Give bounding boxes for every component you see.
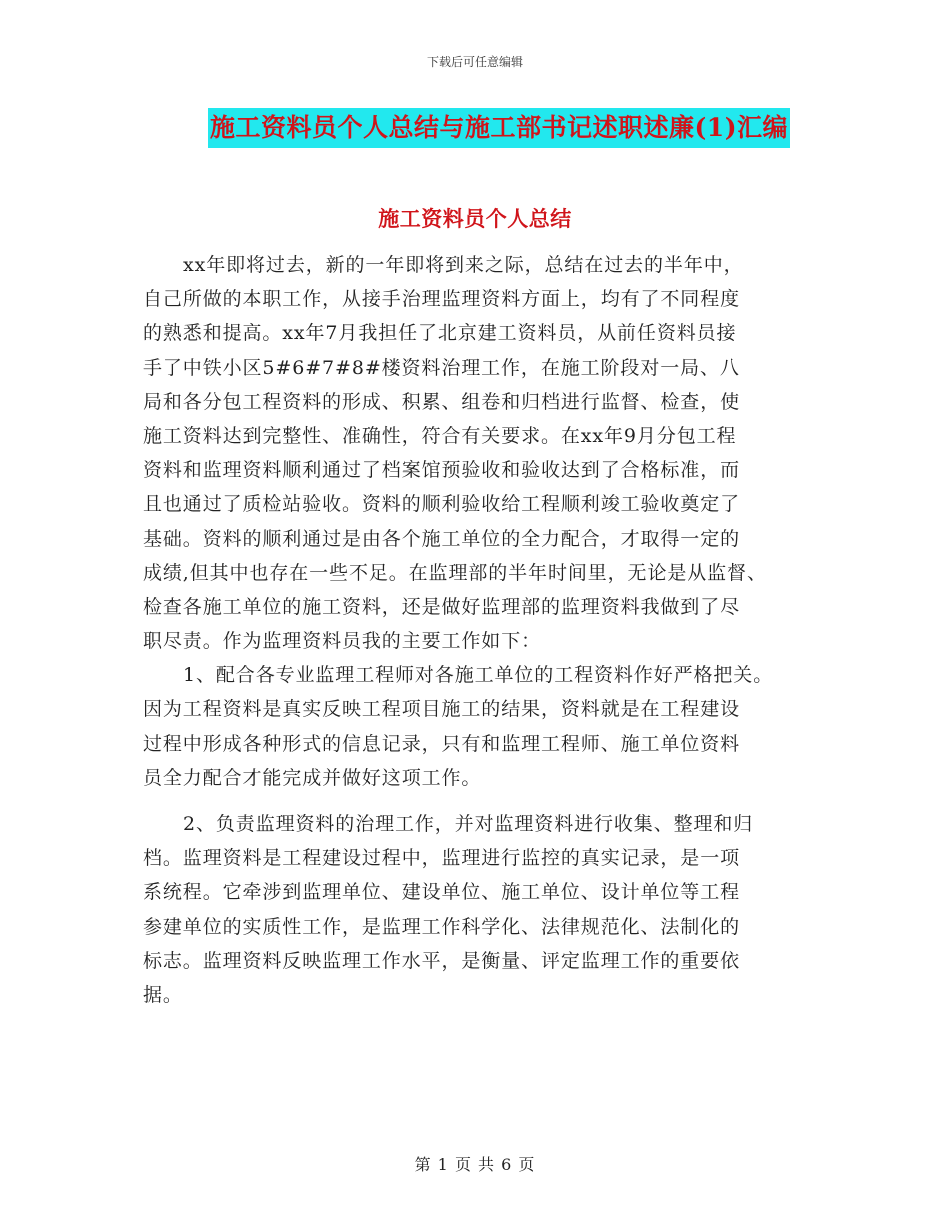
paragraph-3-line: 2、负责监理资料的治理工作，并对监理资料进行收集、整理和归	[183, 813, 754, 835]
main-title-wrap	[0, 108, 950, 148]
paragraph-2-line: 1、配合各专业监理工程师对各施工单位的工程资料作好严格把关。	[183, 664, 774, 687]
paragraph-1-line: 基础。资料的顺利通过是由各个施工单位的全力配合，才取得一定的	[143, 527, 741, 550]
section-title: 施工资料员个人总结	[378, 206, 572, 231]
paragraph-3-line: 标志。监理资料反映监理工作水平，是衡量、评定监理工作的重要依	[143, 949, 741, 972]
paragraph-1-line: 的熟悉和提高。xx年7月我担任了北京建工资料员，从前任资料员接	[143, 322, 737, 345]
paragraph-1-line: 施工资料达到完整性、准确性，符合有关要求。在xx年9月分包工程	[143, 424, 737, 447]
paragraph-gap	[143, 795, 807, 807]
paragraph-1-line: 局和各分包工程资料的形成、积累、组卷和归档进行监督、检查，使	[143, 390, 741, 413]
paragraph-1-line: 自己所做的本职工作，从接手治理监理资料方面上，均有了不同程度	[143, 288, 741, 311]
paragraph-2-line: 过程中形成各种形式的信息记录，只有和监理工程师、施工单位资料	[143, 732, 741, 755]
paragraph-1-line: 职尽责。作为监理资料员我的主要工作如下：	[143, 630, 542, 653]
header-note: 下载后可任意编辑	[426, 55, 523, 69]
paragraph-2-line: 因为工程资料是真实反映工程项目施工的结果，资料就是在工程建设	[143, 698, 741, 721]
body-text	[143, 248, 807, 1012]
paragraph-3-line: 据。	[143, 983, 183, 1006]
paragraph-2-line: 员全力配合才能完成并做好这项工作。	[143, 766, 482, 789]
paragraph-3-line: 档。监理资料是工程建设过程中，监理进行监控的真实记录，是一项	[143, 847, 741, 870]
paragraph-3-line: 参建单位的实质性工作，是监理工作科学化、法律规范化、法制化的	[143, 915, 741, 938]
main-title: 施工资料员个人总结与施工部书记述职述廉(1)汇编	[208, 108, 790, 148]
paragraph-1-line: 成绩,但其中也存在一些不足。在监理部的半年时间里，无论是从监督、	[143, 561, 767, 584]
paragraph-3-line: 系统程。它牵涉到监理单位、建设单位、施工单位、设计单位等工程	[143, 881, 741, 904]
paragraph-1-line: 且也通过了质检站验收。资料的顺利验收给工程顺利竣工验收奠定了	[143, 493, 741, 516]
page-footer: 第 1 页 共 6 页	[414, 1155, 536, 1174]
paragraph-1-line: xx年即将过去，新的一年即将到来之际，总结在过去的半年中，	[183, 254, 744, 276]
paragraph-1-line: 检查各施工单位的施工资料，还是做好监理部的监理资料我做到了尽	[143, 595, 741, 618]
paragraph-1-line: 资料和监理资料顺利通过了档案馆预验收和验收达到了合格标准，而	[143, 459, 741, 482]
paragraph-1-line: 手了中铁小区5#6#7#8#楼资料治理工作，在施工阶段对一局、八	[143, 356, 740, 379]
